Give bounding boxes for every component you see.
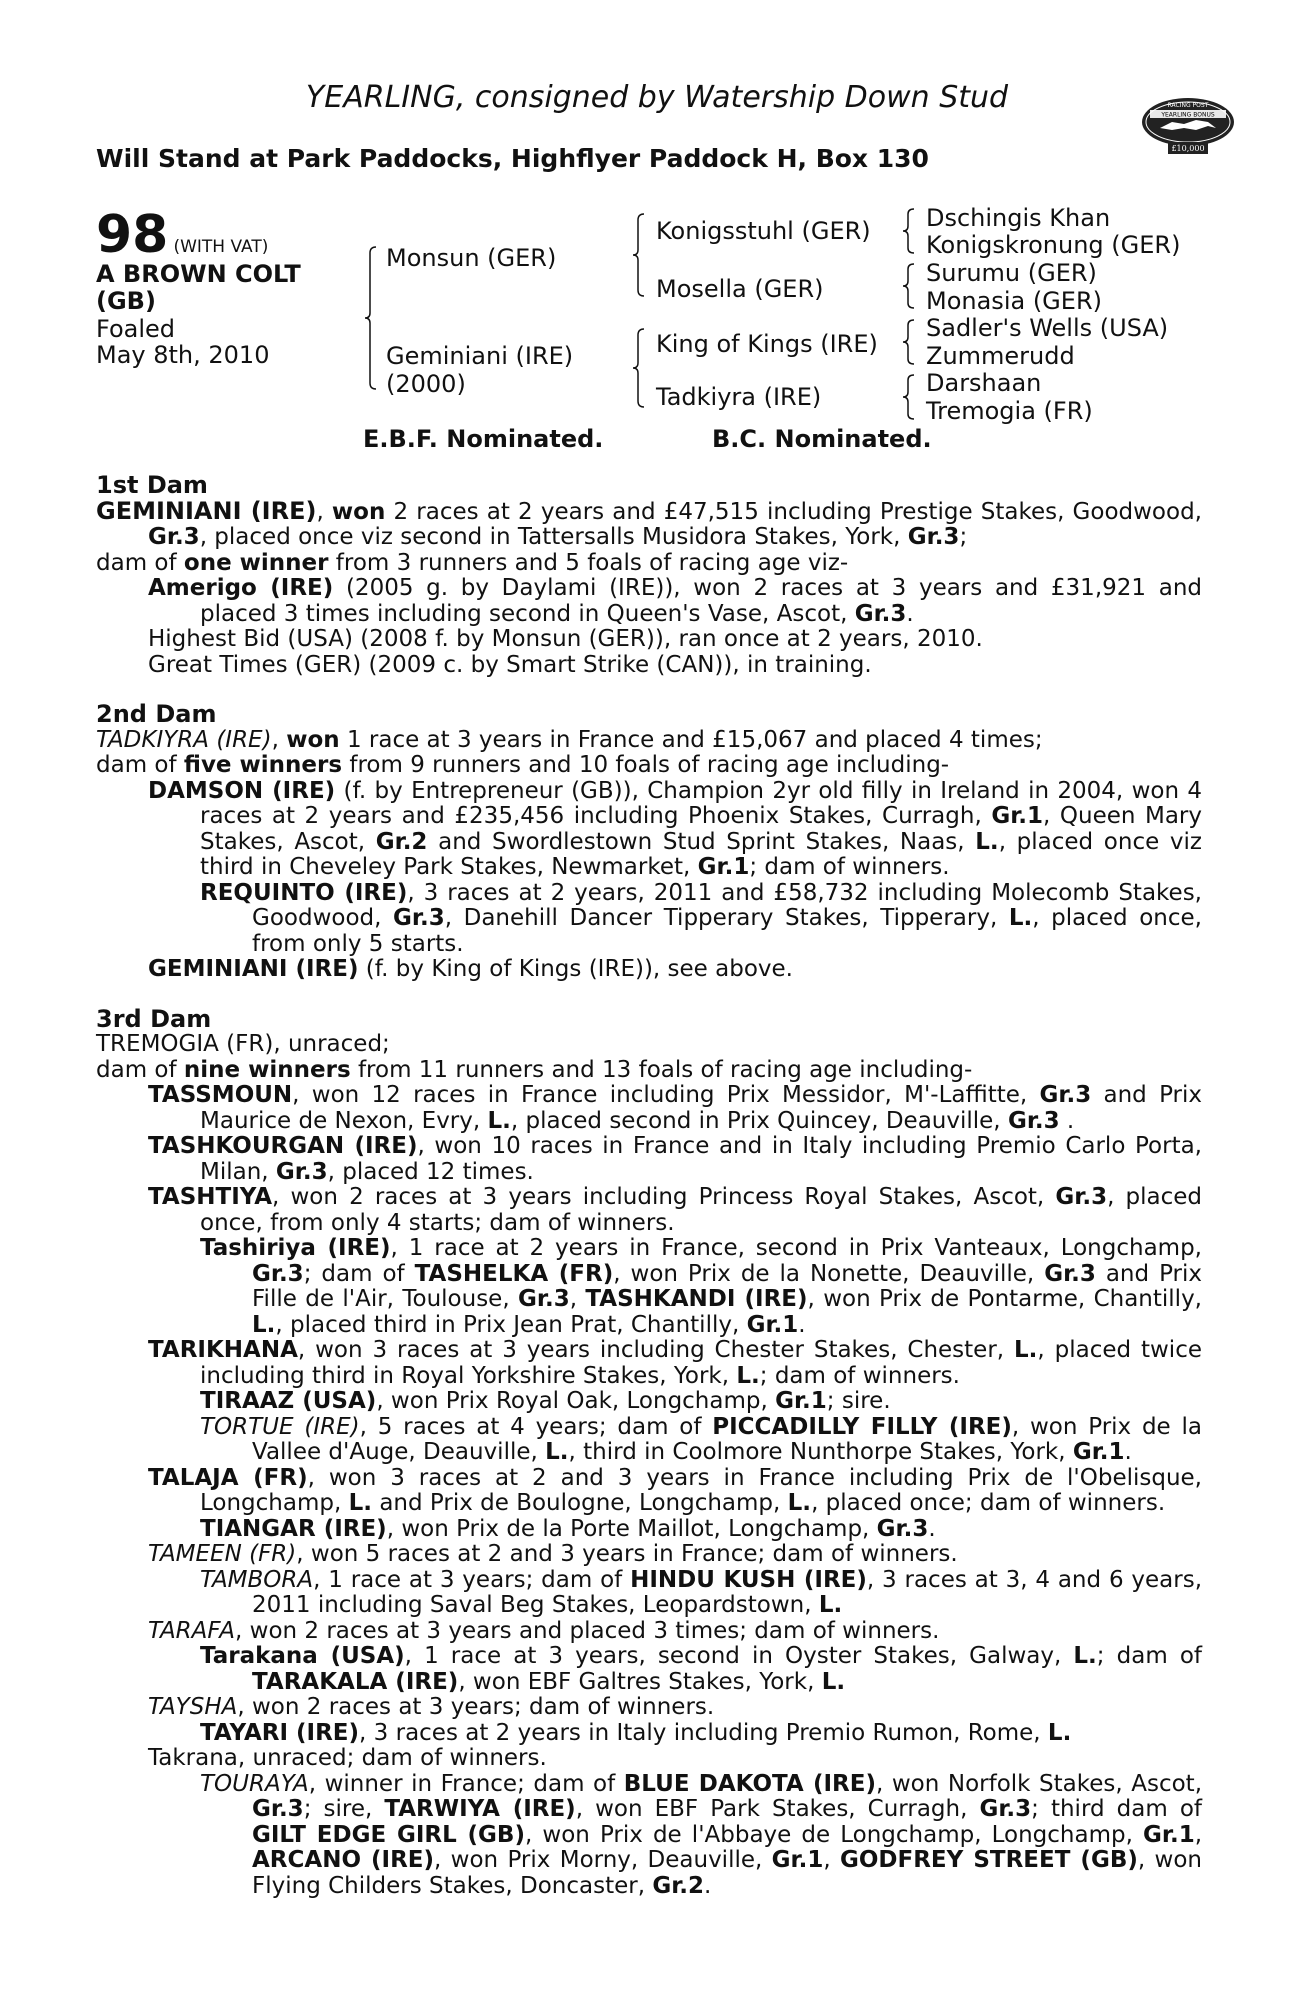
sire-sire: Konigsstuhl (GER)	[656, 217, 871, 245]
produce-tameen: TAMEEN (FR), won 5 races at 2 and 3 years in France; dam of winners.	[148, 1541, 958, 1567]
produce-tambora: TAMBORA, 1 race at 3 years; dam of HINDU KUSH (IRE), 3 races at 3, 4 and 6 years, 2011 including Saval Beg Stakes, Leopardstown, L.	[200, 1566, 1203, 1618]
produce-damson: DAMSON (IRE) (f. by Entrepreneur (GB)), Champion 2yr old filly in Ireland in 2004, won 4 races at 2 years and £235,456 including Phoenix Stakes, Curragh, Gr.1, Queen Mary Stakes, Ascot, Gr.2 and Swordlestown Stud Sprint Stakes, Naas, L., placed once viz third in Cheveley Park Stakes, Newmarket, Gr.1; dam of winners.	[148, 777, 1203, 880]
dam: Geminiani (IRE)	[386, 342, 574, 370]
produce-tortue: TORTUE (IRE), 5 races at 4 years; dam of PICCADILLY FILLY (IRE), won Prix de la Vallee d'Auge, Deauville, L., third in Coolmore Nunthorpe Stakes, York, Gr.1.	[200, 1413, 1202, 1465]
produce-amerigo: Amerigo (IRE) (2005 g. by Daylami (IRE)), won 2 races at 3 years and £31,921 and placed 3 times including second in Queen's Vase, Ascot, Gr.3.	[148, 575, 1202, 627]
dam-year: (2000)	[386, 370, 466, 398]
yearling-bonus-badge	[1138, 92, 1238, 162]
ggp-4: Monasia (GER)	[926, 287, 1102, 315]
lot-number: 98	[96, 205, 169, 265]
second-dam-record: TADKIYRA (IRE), won 1 race at 3 years in France and £15,067 and placed 4 times;	[96, 726, 1043, 753]
second-dam-produce-summary: dam of five winners from 9 runners and 10 foals of racing age including-	[96, 752, 950, 778]
vat-label: (WITH VAT)	[173, 237, 269, 257]
badge-middle-text: YEARLING BONUS	[1161, 111, 1215, 119]
section-3rd-dam: 3rd Dam	[96, 1004, 212, 1033]
bc-nominated: B.C. Nominated.	[712, 425, 932, 453]
produce-touraya: TOURAYA, winner in France; dam of BLUE DAKOTA (IRE), won Norfolk Stakes, Ascot, Gr.3; sire, TARWIYA (IRE), won EBF Park Stakes, Curragh, Gr.3; third dam of GILT EDGE GIRL (GB), won Prix de l'Abbaye de Longchamp, Longchamp, Gr.1, ARCANO (IRE), won Prix Morny, Deauville, Gr.1, GODFREY STREET (GB), won Flying Childers Stakes, Doncaster, Gr.2.	[200, 1770, 1203, 1899]
produce-highest-bid: Highest Bid (USA) (2008 f. by Monsun (GER)), ran once at 2 years, 2010.	[148, 626, 983, 652]
stand-location: Will Stand at Park Paddocks, Highflyer Paddock H, Box 130	[96, 144, 929, 173]
produce-tassmoun: TASSMOUN, won 12 races in France including Prix Messidor, M'-Laffitte, Gr.3 and Prix Maurice de Nexon, Evry, L., placed second in Prix Quincey, Deauville, Gr.3 .	[148, 1082, 1202, 1134]
ggp-3: Surumu (GER)	[926, 259, 1097, 287]
pedigree-brace-2a	[630, 210, 650, 300]
lot-block	[96, 205, 268, 265]
ggp-5: Sadler's Wells (USA)	[926, 314, 1169, 342]
badge-amount: £10,000	[1171, 144, 1205, 153]
dam-dam: Tadkiyra (IRE)	[656, 383, 822, 411]
ggp-2: Konigskronung (GER)	[926, 231, 1181, 259]
sex-line-1: A BROWN COLT	[96, 260, 301, 288]
ggp-6: Zummerudd	[926, 342, 1075, 370]
ggp-1: Dschingis Khan	[926, 204, 1111, 232]
badge-top-text: RACING POST	[1167, 102, 1209, 109]
section-2nd-dam: 2nd Dam	[96, 700, 217, 728]
produce-geminiani: GEMINIANI (IRE) (f. by King of Kings (IRE)), see above.	[148, 956, 793, 982]
pedigree-brace-3c	[900, 317, 920, 367]
dam-record: GEMINIANI (IRE), won 2 races at 2 years and £47,515 including Prestige Stakes, Goodwood, Gr.3, placed once viz second in Tattersalls Musidora Stakes, York, Gr.3;	[96, 496, 1202, 550]
pedigree-brace-1	[362, 243, 382, 393]
sire-dam: Mosella (GER)	[656, 275, 824, 303]
produce-taysha: TAYSHA, won 2 races at 3 years; dam of winners.	[148, 1694, 715, 1720]
pedigree-brace-3d	[900, 372, 920, 422]
produce-great-times: Great Times (GER) (2009 c. by Smart Strike (CAN)), in training.	[148, 651, 872, 678]
produce-requinto: REQUINTO (IRE), 3 races at 2 years, 2011 and £58,732 including Molecomb Stakes, Goodwood, Gr.3, Danehill Dancer Tipperary Stakes, Tipperary, L., placed once, from only 5 starts.	[200, 879, 1202, 957]
pedigree-brace-3b	[900, 261, 920, 311]
produce-tayari: TAYARI (IRE), 3 races at 2 years in Italy including Premio Rumon, Rome, L.	[200, 1719, 1072, 1746]
sire: Monsun (GER)	[386, 244, 557, 272]
produce-tarikhana: TARIKHANA, won 3 races at 3 years including Chester Stakes, Chester, L., placed twice including third in Royal Yorkshire Stakes, York, L.; dam of winners.	[148, 1337, 1202, 1389]
sex-line-2: (GB)	[96, 287, 156, 315]
dam-produce-summary: dam of one winner from 3 runners and 5 foals of racing age viz-	[96, 549, 849, 576]
foaled-date: May 8th, 2010	[96, 341, 270, 369]
produce-talaja: TALAJA (FR), won 3 races at 2 and 3 years in France including Prix de l'Obelisque, Longchamp, L. and Prix de Boulogne, Longchamp, L., placed once; dam of winners.	[148, 1464, 1202, 1516]
produce-record	[96, 473, 1202, 1899]
section-1st-dam: 1st Dam	[96, 471, 208, 499]
produce-takrana: Takrana, unraced; dam of winners.	[148, 1745, 547, 1771]
produce-tashtiya: TASHTIYA, won 2 races at 3 years including Princess Royal Stakes, Ascot, Gr.3, placed once, from only 4 starts; dam of winners.	[148, 1184, 1203, 1236]
third-dam-record: TREMOGIA (FR), unraced;	[96, 1031, 390, 1057]
ebf-nominated: E.B.F. Nominated.	[363, 425, 604, 453]
produce-tashkourgan: TASHKOURGAN (IRE), won 10 races in France and in Italy including Premio Carlo Porta, Milan, Gr.3, placed 12 times.	[148, 1133, 1202, 1185]
produce-tarakana: Tarakana (USA), 1 race at 3 years, second in Oyster Stakes, Galway, L.; dam of TARAKALA (IRE), won EBF Galtres Stakes, York, L.	[200, 1643, 1202, 1695]
consignor-line: YEARLING, consigned by Watership Down Stud	[305, 80, 1009, 115]
produce-tarafa: TARAFA, won 2 races at 3 years and placed 3 times; dam of winners.	[148, 1617, 940, 1644]
produce-tashiriya: Tashiriya (IRE), 1 race at 2 years in France, second in Prix Vanteaux, Longchamp, Gr.3; dam of TASHELKA (FR), won Prix de la Nonette, Deauville, Gr.3 and Prix Fille de l'Air, Toulouse, Gr.3, TASHKANDI (IRE), won Prix de Pontarme, Chantilly, L., placed third in Prix Jean Prat, Chantilly, Gr.1.	[200, 1235, 1202, 1338]
third-dam-produce-summary: dam of nine winners from 11 runners and 13 foals of racing age including-	[96, 1056, 973, 1083]
ggp-7: Darshaan	[926, 369, 1042, 397]
foaled-label: Foaled	[96, 315, 176, 343]
ggp-8: Tremogia (FR)	[926, 397, 1093, 425]
produce-tiangar: TIANGAR (IRE), won Prix de la Porte Maillot, Longchamp, Gr.3.	[200, 1515, 936, 1542]
produce-tiraaz: TIRAAZ (USA), won Prix Royal Oak, Longchamp, Gr.1; sire.	[200, 1388, 891, 1414]
dam-sire: King of Kings (IRE)	[656, 330, 878, 358]
pedigree-brace-3a	[900, 206, 920, 256]
pedigree-brace-2b	[630, 325, 650, 411]
